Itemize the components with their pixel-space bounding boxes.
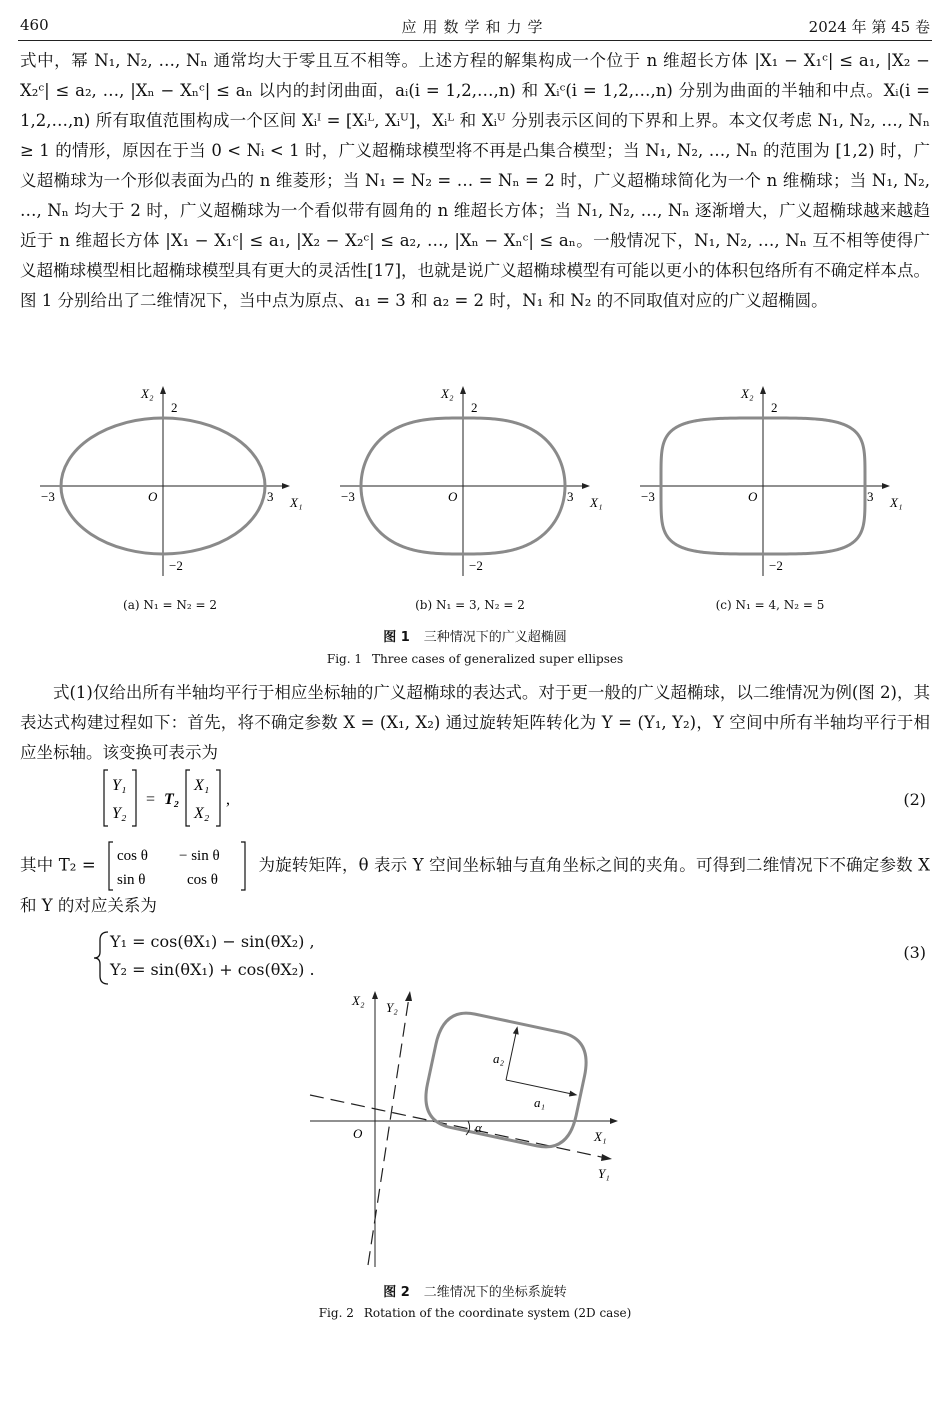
x-axis-label: X₁ [890, 495, 903, 510]
figure-2-caption-cn [0, 1281, 950, 1300]
eq3-line1: Y₁ = cos(θX₁) − sin(θX₂) , [110, 932, 315, 951]
matrix-c: sin θ [117, 872, 146, 888]
tick-pos-y: 2 [771, 400, 778, 415]
bracket-right [216, 770, 220, 826]
tick-pos-y: 2 [471, 400, 478, 415]
x-axis-arrow-icon [610, 1118, 618, 1124]
figure-2-caption-en [0, 1306, 950, 1320]
y-axis-label: X₂ [741, 386, 754, 401]
page-header [18, 14, 932, 41]
figure-1b-plot [338, 378, 608, 583]
y2-label: Y₂ [386, 1000, 398, 1015]
lhs-bot: Y₂ [112, 805, 127, 822]
caption-text: 二维情况下的坐标系旋转 [423, 1285, 567, 1300]
y-axis-arrow-icon [160, 386, 166, 394]
figure-1 [0, 378, 950, 583]
rotation-matrix [107, 840, 247, 892]
paragraph-matrix [20, 840, 930, 920]
x-axis-arrow-icon [582, 483, 590, 489]
tick-neg-x: −3 [641, 489, 655, 504]
semi-axis-a2 [506, 1031, 516, 1080]
x-axis-label: X₁ [290, 495, 303, 510]
rotated-y-arrow-icon [405, 991, 412, 1001]
y-axis-arrow-icon [460, 386, 466, 394]
rhs-top: X₁ [194, 777, 210, 794]
bracket-left [186, 770, 190, 826]
rotated-super-ellipse [420, 1007, 593, 1152]
page-number: 460 [20, 16, 49, 34]
paragraph-text: 式中，幂 N₁, N₂, …, Nₙ 通常均大于零且互不相等。上述方程的解集构成一个位于 n 维超长方体 |X₁ − X₁ᶜ| ≤ a₁, |X₂ − X₂ᶜ| ≤ a₂, …, |Xₙ − Xₙᶜ| ≤ aₙ 以内的封闭曲面，aᵢ(i = 1,2,…,n) 和 Xᵢᶜ(i = 1,2,…,n) 分别为曲面的半轴和中点。Xᵢ(i = 1,2,…,n) 所有取值范围构成一个区间 Xᵢᴵ = [Xᵢᴸ, Xᵢᵁ]，Xᵢᴸ 和 Xᵢᵁ 分别表示区间的下界和上界。本文仅考虑 N₁, N₂, …, Nₙ ≥ 1 的情形，原因在于当 0 < Nᵢ < 1 时，广义超椭球模型将不再是凸集合模型；当 N₁, N₂, …, Nₙ 的范围为 [1,2) 时，广义超椭球为一个形似表面为凸的 n 维菱形；当 N₁ = N₂ = … = Nₙ = 2 时，广义超椭球简化为一个 n 维椭球；当 N₁, N₂, …, Nₙ 均大于 2 时，广义超椭球为一个看似带有圆角的 n 维超长方体；当 N₁, N₂, …, Nₙ 逐渐增大，广义超椭球越来越趋近于 n 维超长方体 |X₁ − X₁ᶜ| ≤ a₁, |X₂ − X₂ᶜ| ≤ a₂, …, |Xₙ − Xₙᶜ| ≤ aₙ。一般情况下，N₁, N₂, …, Nₙ 互不相等使得广义超椭球模型相比超椭球模型具有更大的灵活性[17]，也就是说广义超椭球模型有可能以更小的体积包络所有不确定样本点。图 1 分别给出了二维情况下，当中点为原点、a₁ = 3 和 a₂ = 2 时，N₁ 和 N₂ 的不同取值对应的广义超椭圆。 [20, 51, 930, 310]
caption-label: Fig. 2 [318, 1306, 354, 1320]
equals-sign: = [146, 791, 156, 808]
lhs-top: Y₁ [112, 777, 127, 794]
subcaption-b: (b) N₁ = 3, N₂ = 2 [415, 598, 525, 612]
origin-label: O [448, 489, 458, 504]
a2-label: a₂ [493, 1051, 505, 1066]
eq-tail: , [226, 791, 230, 808]
a1-arrow-icon [569, 1091, 578, 1099]
tick-neg-x: −3 [41, 489, 55, 504]
tick-pos-x: 3 [267, 489, 274, 504]
paragraph-text: 式(1)仅给出所有半轴均平行于相应坐标轴的广义超椭球的表达式。对于更一般的广义超椭球，以二维情况为例(图 2)，其表达式构建过程如下：首先，将不确定参数 X = (X₁, X₂) 通过旋转矩阵转化为 Y = (Y₁, Y₂)，Y 空间中所有半轴均平行于相应坐标轴。该变换可表示为 [20, 683, 930, 762]
tick-pos-y: 2 [171, 400, 178, 415]
matrix-symbol: T₂ [164, 791, 180, 808]
caption-label: Fig. 1 [326, 652, 362, 666]
tick-neg-x: −3 [341, 489, 355, 504]
text-suffix: 为旋转矩阵，θ 表示 Y 空间坐标轴与直角坐标之间的夹角。可得到二维情况下不确定参数 X 和 Y 的对应关系为 [20, 855, 931, 915]
volume-info: 2024 年 第 45 卷 [808, 18, 930, 36]
y-axis-arrow-icon [372, 991, 378, 999]
matrix-a: cos θ [117, 848, 149, 864]
rotated-x-arrow-icon [601, 1154, 612, 1161]
origin-label: O [353, 1126, 363, 1141]
figure-1a-plot [38, 378, 308, 583]
alpha-label: α [475, 1120, 482, 1135]
semi-axis-a1 [506, 1080, 573, 1094]
subcaption-c: (c) N₁ = 4, N₂ = 5 [715, 598, 825, 612]
y-axis-label: X₂ [441, 386, 454, 401]
rhs-bot: X₂ [194, 805, 210, 822]
x2-label: X₂ [352, 993, 365, 1008]
x-axis-label: X₁ [590, 495, 603, 510]
equation-3-number: (3) [903, 943, 926, 962]
tick-pos-x: 3 [567, 489, 574, 504]
bracket-left [104, 770, 108, 826]
tick-neg-y: −2 [469, 558, 483, 573]
caption-text: 三种情况下的广义超椭圆 [423, 630, 567, 645]
origin-label: O [748, 489, 758, 504]
eq3-line2: Y₂ = sin(θX₁) + cos(θX₂) . [110, 960, 315, 979]
journal-title: 应用数学和力学 [401, 18, 549, 36]
equation-2 [100, 766, 300, 830]
y-axis-label: X₂ [141, 386, 154, 401]
x-axis-arrow-icon [882, 483, 890, 489]
a1-label: a₁ [534, 1095, 546, 1110]
y-axis-arrow-icon [760, 386, 766, 394]
matrix-d: cos θ [187, 872, 219, 888]
caption-label: 图 1 [383, 630, 410, 645]
origin-label: O [148, 489, 158, 504]
caption-text: Three cases of generalized super ellipses [372, 652, 624, 666]
subcaption-a: (a) N₁ = N₂ = 2 [123, 598, 217, 612]
text-prefix: 其中 T₂ = [20, 855, 96, 875]
y1-label: Y₁ [598, 1166, 610, 1181]
x-axis-arrow-icon [282, 483, 290, 489]
equation-2-number: (2) [903, 790, 926, 809]
a2-arrow-icon [513, 1026, 521, 1035]
paragraph-rotation [20, 678, 930, 768]
figure-1-caption-en [0, 652, 950, 666]
caption-text: Rotation of the coordinate system (2D case) [363, 1306, 632, 1320]
figure-2-plot [300, 985, 640, 1275]
paragraph-intro [20, 46, 930, 316]
tick-pos-x: 3 [867, 489, 874, 504]
figure-1c-plot [638, 378, 908, 583]
tick-neg-y: −2 [769, 558, 783, 573]
caption-label: 图 2 [383, 1285, 410, 1300]
tick-neg-y: −2 [169, 558, 183, 573]
matrix-b: − sin θ [179, 848, 220, 864]
x1-label: X₁ [594, 1129, 607, 1144]
figure-1-caption-cn [0, 626, 950, 645]
bracket-right [132, 770, 136, 826]
rotated-y-axis [368, 997, 409, 1265]
